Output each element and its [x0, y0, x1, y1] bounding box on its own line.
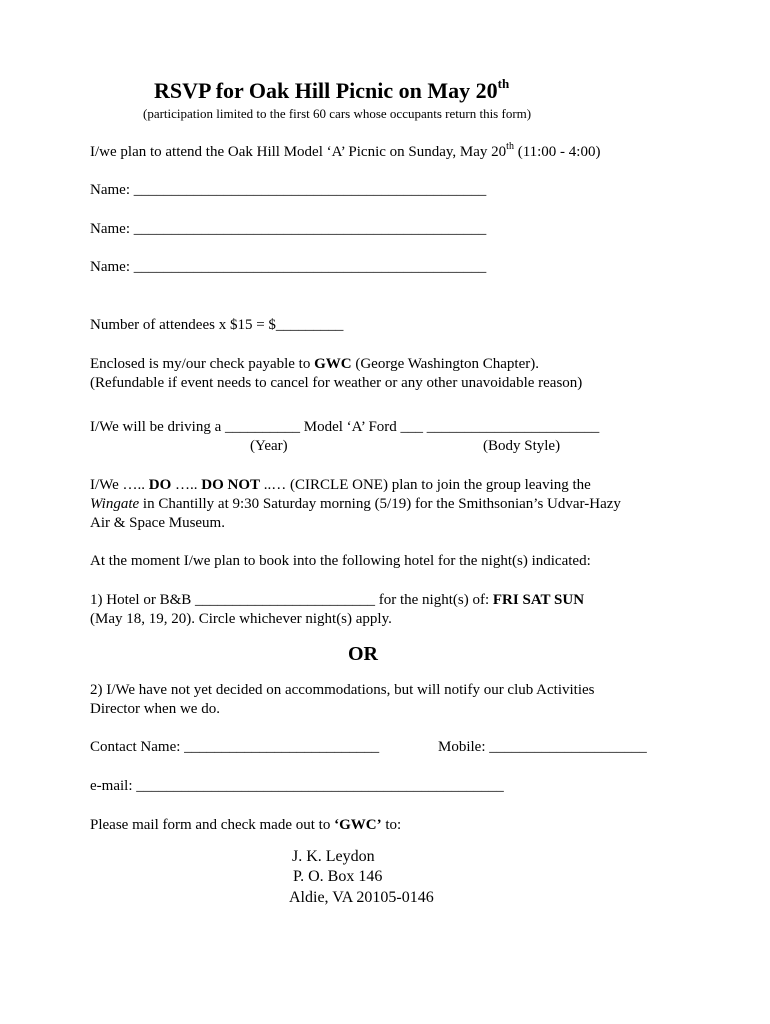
attendees-total-field[interactable]: Number of attendees x $15 = $_________ — [90, 317, 344, 333]
form-subtitle: (participation limited to the first 60 cars whose occupants return this form) — [143, 106, 532, 121]
address-po-box: P. O. Box 146 — [293, 868, 383, 885]
payee-gwc: GWC — [314, 356, 352, 372]
body-style-caption: (Body Style) — [483, 438, 561, 454]
hotel-intro: At the moment I/we plan to book into the following hotel for the night(s) indicated: — [90, 553, 591, 569]
do-option[interactable]: DO — [148, 477, 172, 493]
email-field[interactable]: e-mail: _________________________________________________ — [90, 778, 504, 794]
or-divider: OR — [348, 643, 378, 665]
name-field-1[interactable]: Name: _______________________________________________ — [90, 182, 487, 198]
museum-details-line: Wingate in Chantilly at 9:30 Saturday morning (5/19) for the Smithsonian’s Udvar-Hazy — [90, 496, 621, 512]
year-caption: (Year) — [250, 438, 288, 454]
undecided-line-1: 2) I/We have not yet decided on accommodations, but will notify our club Activities — [90, 682, 595, 698]
nights-options: FRI SAT SUN — [492, 592, 585, 608]
mobile-field[interactable]: Mobile: _____________________ — [438, 739, 647, 755]
do-not-option[interactable]: DO NOT — [201, 477, 261, 493]
refund-note: (Refundable if event needs to cancel for weather or any other unavoidable reason) — [90, 375, 583, 391]
attend-statement: I/we plan to attend the Oak Hill Model ‘A’ Picnic on Sunday, May 20th (11:00 - 4:00) — [90, 141, 601, 160]
mail-instructions: Please mail form and check made out to ‘GWC’ to: — [90, 817, 402, 833]
name-field-3[interactable]: Name: _______________________________________________ — [90, 259, 487, 275]
address-city: Aldie, VA 20105-0146 — [289, 889, 434, 906]
check-payable-line: Enclosed is my/our check payable to GWC (George Washington Chapter). — [90, 356, 539, 372]
contact-name-field[interactable]: Contact Name: __________________________ — [90, 739, 380, 755]
form-title: RSVP for Oak Hill Picnic on May 20th — [154, 75, 510, 103]
museum-name-line: Air & Space Museum. — [90, 515, 225, 531]
hotel-dates-note: (May 18, 19, 20). Circle whichever night(s) apply. — [90, 611, 392, 627]
museum-choice-line: I/We ….. DO ….. DO NOT ..… (CIRCLE ONE) plan to join the group leaving the — [90, 477, 591, 493]
name-field-2[interactable]: Name: _______________________________________________ — [90, 221, 487, 237]
address-name: J. K. Leydon — [292, 848, 375, 865]
driving-field[interactable]: I/We will be driving a __________ Model ‘A’ Ford ___ _______________________ — [90, 419, 600, 435]
hotel-field[interactable]: 1) Hotel or B&B ________________________ for the night(s) of: FRI SAT SUN — [90, 592, 585, 608]
undecided-line-2: Director when we do. — [90, 701, 220, 717]
